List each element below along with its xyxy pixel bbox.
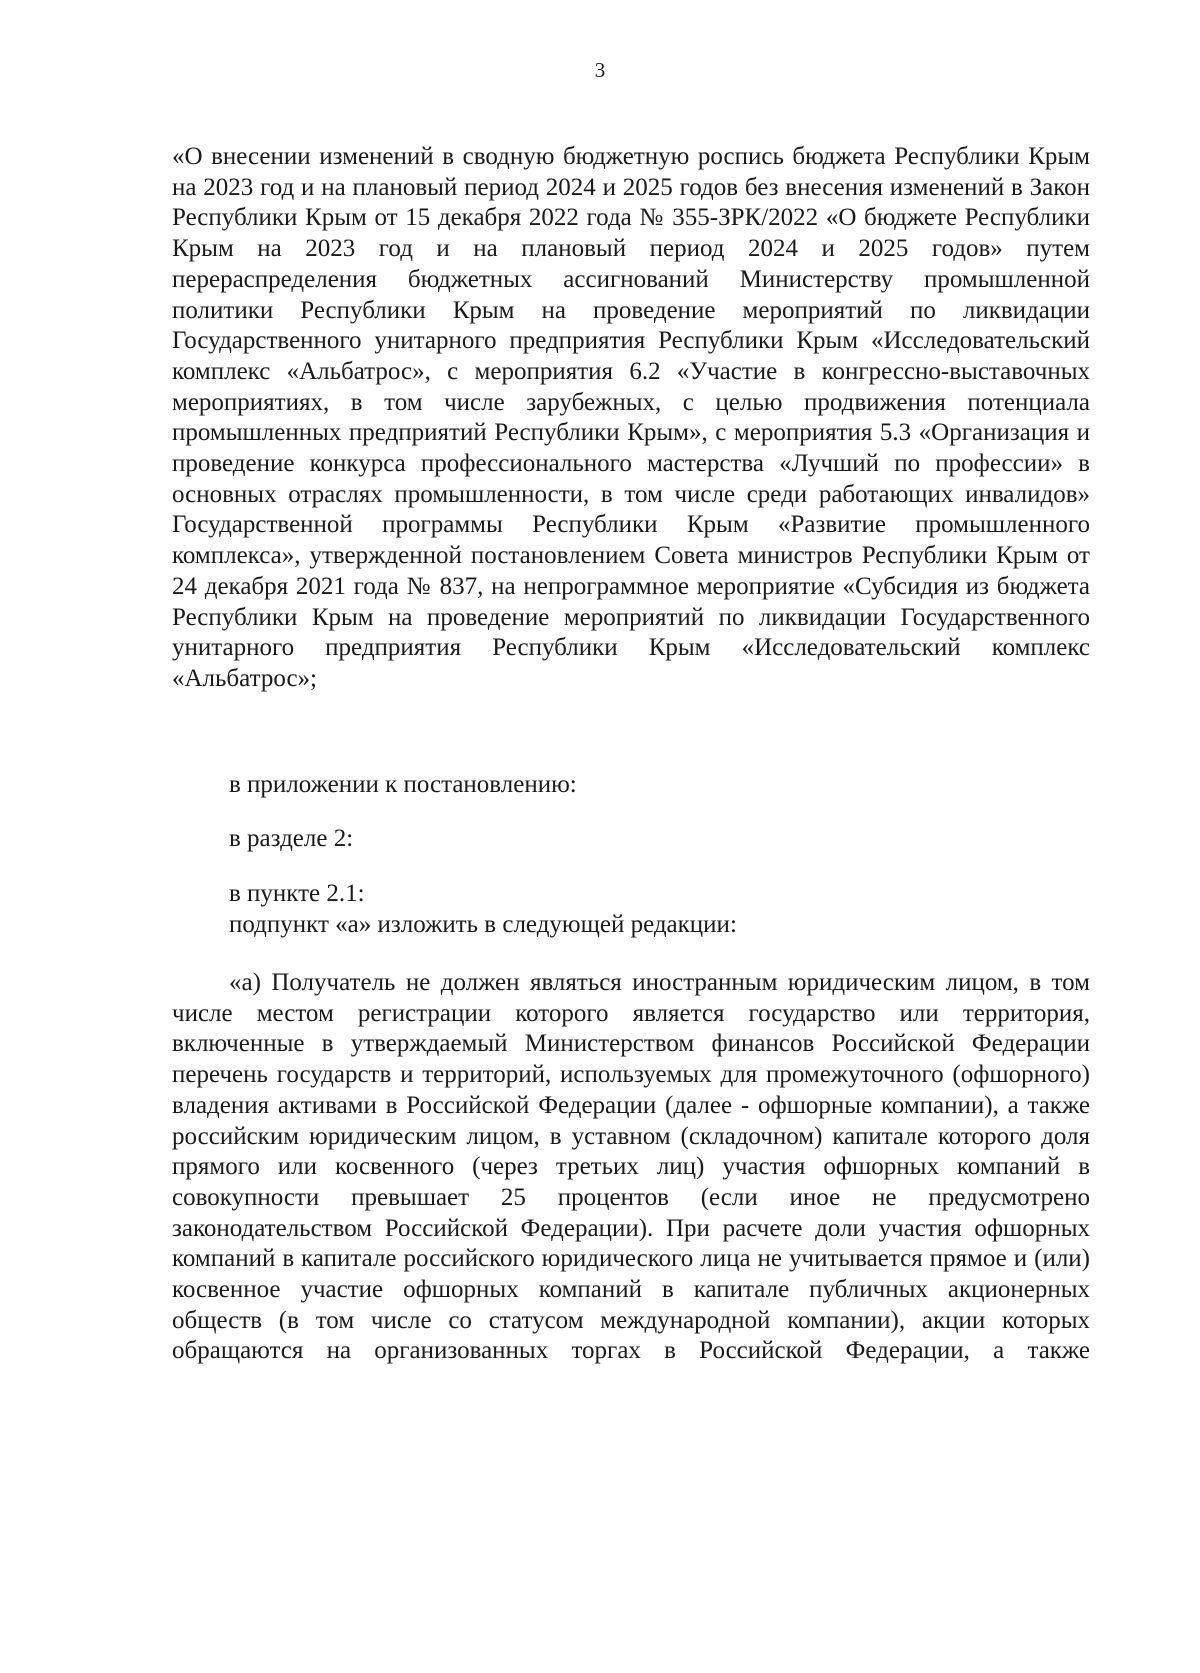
paragraph-recipient-requirement: «а) Получатель не должен являться иностранным юридическим лицом, в том числе местом регистрации которого является государство или территория, включенные в утверждаемый Министерством финансов Российской Федерации перечень государств и территорий, используемых для промежуточного (офшорного) владения активами в Российской Федерации (далее - офшорные компании), а также российским юридическим лицом, в уставном (складочном) капитале которого доля прямого или косвенного (через третьих лиц) участия офшорных компаний в совокупности превышает 25 процентов (если иное не предусмотрено законодательством Российской Федерации). При расчете доли участия офшорных компаний в капитале российского юридического лица не учитывается прямое и (или) косвенное участие офшорных компаний в капитале публичных акционерных обществ (в том числе со статусом международной компании), акции которых обращаются на организованных торгах в Российской Федерации, а также bbox=[172, 969, 1090, 1365]
line-item: в пункте 2.1: bbox=[229, 880, 365, 907]
line-section: в разделе 2: bbox=[229, 825, 354, 852]
page-number: 3 bbox=[594, 58, 606, 82]
line-appendix: в приложении к постановлению: bbox=[229, 771, 577, 798]
paragraph-budget-amendment: «О внесении изменений в сводную бюджетную роспись бюджета Республики Крым на 2023 год и на плановый период 2024 и 2025 годов без внесения изменений в Закон Республики Крым от 15 декабря 2022 года № 355-ЗРК/2022 «О бюджете Республики Крым на 2023 год и на плановый период 2024 и 2025 годов» путем перераспределения бюджетных ассигнований Министерству промышленной политики Республики Крым на проведение мероприятий по ликвидации Государственного унитарного предприятия Республики Крым «Исследовательский комплекс «Альбатрос», с мероприятия 6.2 «Участие в конгрессно-выставочных мероприятиях, в том числе зарубежных, с целью продвижения потенциала промышленных предприятий Республики Крым», с мероприятия 5.3 «Организация и проведение конкурса профессионального мастерства «Лучший по профессии» в основных отраслях промышленности, в том числе среди работающих инвалидов» Государственной программы Республики Крым «Развитие промышленного комплекса», утвержденной постановлением Совета министров Республики Крым от 24 декабря 2021 года № 837, на непрограммное мероприятие «Субсидия из бюджета Республики Крым на проведение мероприятий по ликвидации Государственного унитарного предприятия Республики Крым «Исследовательский комплекс «Альбатрос»; bbox=[172, 143, 1090, 692]
line-subitem: подпункт «а» изложить в следующей редакции: bbox=[229, 911, 737, 938]
